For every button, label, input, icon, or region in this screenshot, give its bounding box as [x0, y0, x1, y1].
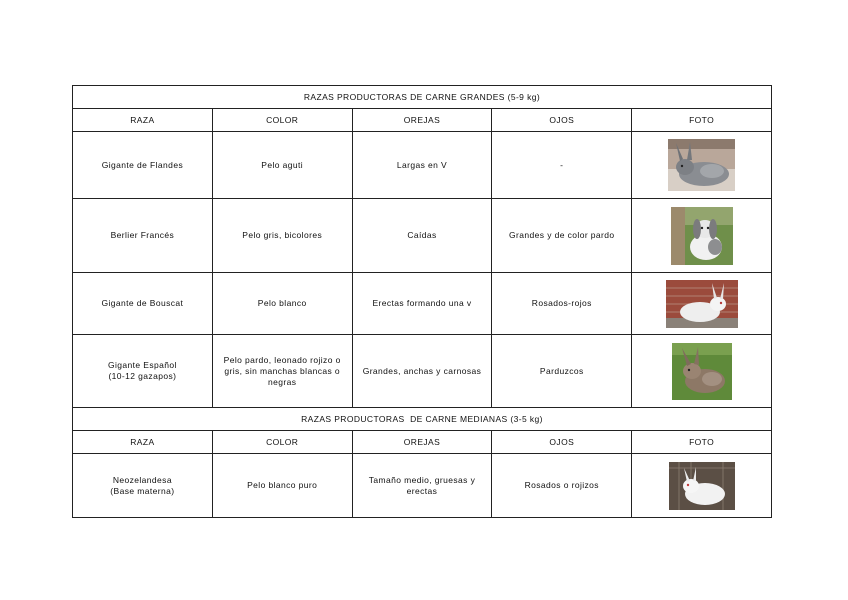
cell-color: Pelo pardo, leonado rojizo o gris, sin manchas blancas o negras [212, 335, 352, 408]
cell-ojos: Grandes y de color pardo [492, 199, 632, 273]
cell-color: Pelo gris, bicolores [212, 199, 352, 273]
cell-orejas: Grandes, anchas y carnosas [352, 335, 492, 408]
cell-ojos: Rosados o rojizos [492, 454, 632, 518]
header-orejas: OREJAS [352, 109, 492, 132]
header-orejas: OREJAS [352, 431, 492, 454]
cell-orejas: Erectas formando una v [352, 273, 492, 335]
header-color: COLOR [212, 109, 352, 132]
lop-rabbit-photo [671, 207, 733, 265]
cell-raza: Berlier Francés [73, 199, 213, 273]
grey-rabbit-photo [668, 139, 735, 191]
section-title-row [73, 408, 772, 431]
cell-foto [632, 454, 772, 518]
section-title-row [73, 86, 772, 109]
cell-raza: Gigante Español (10-12 gazapos) [73, 335, 213, 408]
table-row [73, 132, 772, 199]
cell-foto [632, 199, 772, 273]
cell-ojos: - [492, 132, 632, 199]
header-raza: RAZA [73, 431, 213, 454]
table-row [73, 454, 772, 518]
cell-ojos: Rosados-rojos [492, 273, 632, 335]
header-color: COLOR [212, 431, 352, 454]
white-rabbit-brick-photo [666, 280, 738, 328]
white-rabbit-cage-photo [669, 462, 735, 510]
header-foto: FOTO [632, 431, 772, 454]
cell-color: Pelo blanco [212, 273, 352, 335]
cell-orejas: Tamaño medio, gruesas y erectas [352, 454, 492, 518]
cell-foto [632, 132, 772, 199]
table-row [73, 335, 772, 408]
table-row [73, 199, 772, 273]
cell-raza: Gigante de Flandes [73, 132, 213, 199]
cell-color: Pelo aguti [212, 132, 352, 199]
cell-foto [632, 273, 772, 335]
table-row [73, 273, 772, 335]
cell-orejas: Largas en V [352, 132, 492, 199]
header-foto: FOTO [632, 109, 772, 132]
cell-color: Pelo blanco puro [212, 454, 352, 518]
cell-orejas: Caídas [352, 199, 492, 273]
header-ojos: OJOS [492, 109, 632, 132]
cell-raza: Neozelandesa (Base materna) [73, 454, 213, 518]
header-raza: RAZA [73, 109, 213, 132]
header-ojos: OJOS [492, 431, 632, 454]
cell-raza: Gigante de Bouscat [73, 273, 213, 335]
rabbit-breeds-table [72, 85, 772, 518]
brown-rabbit-grass-photo [672, 343, 732, 400]
cell-ojos: Parduzcos [492, 335, 632, 408]
header-row [73, 431, 772, 454]
cell-foto [632, 335, 772, 408]
section-title: RAZAS PRODUCTORAS DE CARNE GRANDES (5-9 kg) [73, 86, 772, 109]
header-row [73, 109, 772, 132]
section-title: RAZAS PRODUCTORAS DE CARNE MEDIANAS (3-5 kg) [73, 408, 772, 431]
